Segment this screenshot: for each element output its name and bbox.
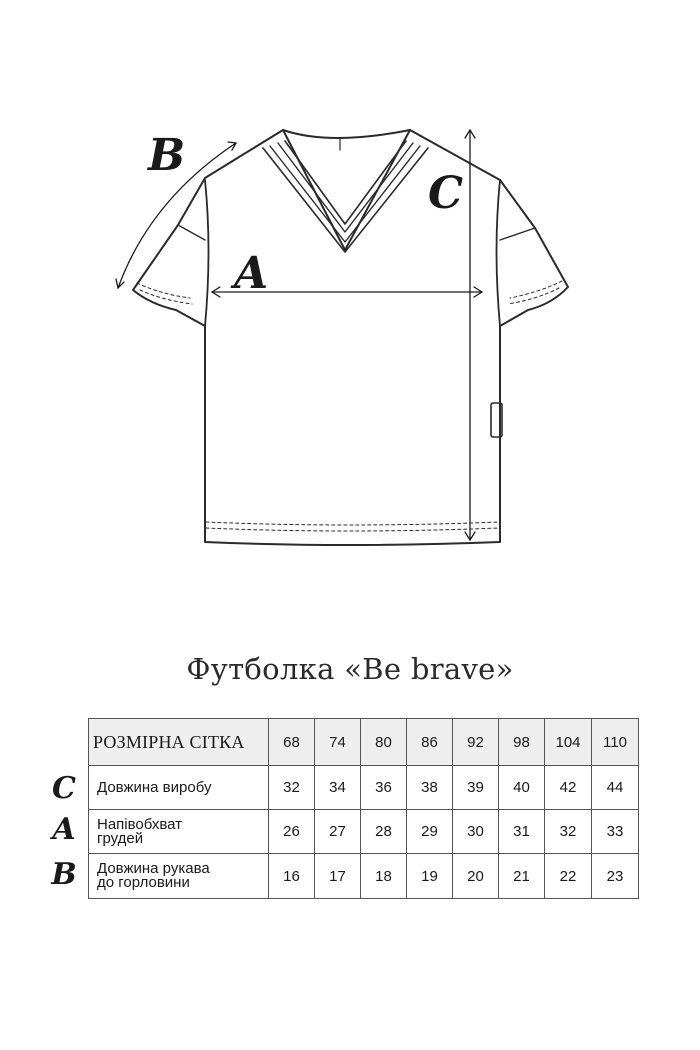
measure-label-a: A — [234, 248, 269, 299]
size-header: 68 — [269, 719, 315, 766]
size-chart-table — [88, 718, 639, 899]
table-cell: 21 — [499, 854, 545, 899]
row-label-line: Напівобхват — [97, 815, 183, 833]
row-label-line: Довжина виробу — [97, 778, 212, 796]
table-cell: 32 — [545, 810, 592, 854]
row-label-line: грудей — [97, 829, 144, 847]
table-cell: 27 — [315, 810, 361, 854]
table-cell: 18 — [361, 854, 407, 899]
table-row — [89, 854, 639, 899]
table-cell: 20 — [453, 854, 499, 899]
table-cell: 38 — [407, 766, 453, 810]
table-cell: 42 — [545, 766, 592, 810]
size-header: 98 — [499, 719, 545, 766]
size-header: 92 — [453, 719, 499, 766]
tshirt-body-outline — [133, 130, 568, 545]
measure-label-b: B — [148, 130, 186, 181]
table-cell: 44 — [592, 766, 639, 810]
table-cell: 30 — [453, 810, 499, 854]
product-title: Футболка «Be brave» — [186, 652, 514, 686]
table-cell: 36 — [361, 766, 407, 810]
table-cell: 32 — [269, 766, 315, 810]
table-header-label: РОЗМІРНА СІТКА — [89, 719, 269, 766]
table-cell: 26 — [269, 810, 315, 854]
table-cell: 40 — [499, 766, 545, 810]
table-cell: 16 — [269, 854, 315, 899]
table-cell: 23 — [592, 854, 639, 899]
table-cell: 19 — [407, 854, 453, 899]
right-sleeve-seam — [497, 180, 501, 326]
table-cell: 31 — [499, 810, 545, 854]
neckline-outer — [283, 130, 410, 250]
measure-label-c: C — [428, 168, 464, 219]
size-header: 80 — [361, 719, 407, 766]
table-header-row — [89, 719, 639, 766]
row-label-line: до горловини — [97, 874, 190, 891]
table-row — [89, 766, 639, 810]
table-cell: 39 — [453, 766, 499, 810]
size-header: 104 — [545, 719, 592, 766]
table-cell: 28 — [361, 810, 407, 854]
size-header: 110 — [592, 719, 639, 766]
size-header: 86 — [407, 719, 453, 766]
table-row — [89, 810, 639, 854]
row-label — [89, 810, 269, 854]
row-label-line: Довжина рукава — [97, 860, 210, 877]
table-cell: 34 — [315, 766, 361, 810]
neckline-inner — [283, 130, 410, 138]
row-letter-c: C — [52, 771, 76, 806]
row-letter-a: A — [52, 812, 76, 847]
table-cell: 22 — [545, 854, 592, 899]
table-cell: 17 — [315, 854, 361, 899]
size-header: 74 — [315, 719, 361, 766]
left-sleeve-seam — [205, 180, 209, 326]
table-cell: 33 — [592, 810, 639, 854]
row-label — [89, 766, 269, 810]
row-label — [89, 854, 269, 899]
table-cell: 29 — [407, 810, 453, 854]
row-letter-b: B — [51, 857, 77, 892]
